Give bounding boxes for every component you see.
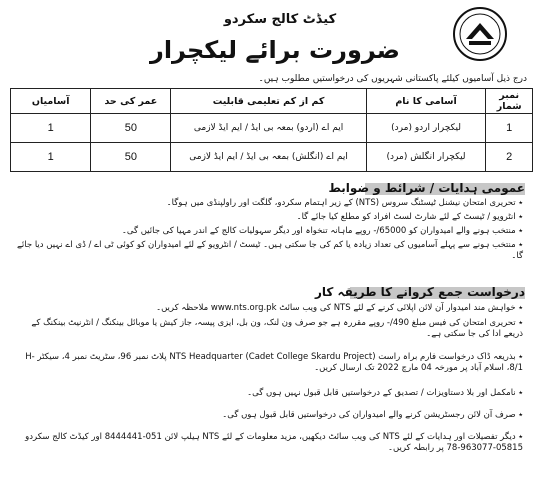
row-name: لیکچرار انگلش (مرد) xyxy=(366,143,486,172)
row-name: لیکچرار اردو (مرد) xyxy=(366,114,486,143)
general-line: ٭ منتخب ہونے والے امیدواران کو 65000/- روپے ماہانہ تنخواہ اور دیگر سہولیات کالج کے اندر مہیا کی جائیں گی۔ xyxy=(121,226,523,236)
cadet-college-crest-icon xyxy=(452,6,508,62)
header-qualification: کم از کم تعلیمی قابلیت xyxy=(171,89,366,114)
intro-text: درج ذیل آسامیوں کیلئے پاکستانی شہریوں کی درخواستیں مطلوب ہیں۔ xyxy=(258,74,527,84)
header-posts: آسامیاں xyxy=(11,89,91,114)
apply-line: ٭ خواہش مند امیدوار آن لائن اپلائی کرنے کے لئے NTS کی ویب سائٹ www.nts.org.pk ملاحظہ کریں۔ xyxy=(156,303,523,313)
row-sr: 1 xyxy=(486,114,533,143)
college-name: کیڈٹ کالج سکردو xyxy=(223,12,337,27)
table-row xyxy=(11,143,533,172)
general-line: ٭ تحریری امتحان نیشنل ٹیسٹنگ سروس (NTS) کے زیر اہتمام سکردو، گلگت اور راولپنڈی میں ہوگا۔ xyxy=(166,198,523,208)
general-line: ٭ انٹرویو / ٹیسٹ کے لئے شارٹ لسٹ افراد کو مطلع کیا جائے گا۔ xyxy=(296,212,523,222)
apply-heading: درخواست جمع کروانے کا طریقہ کار xyxy=(314,285,525,299)
header-sr: نمبر شمار xyxy=(486,89,533,114)
apply-line: ٭ نامکمل اور بلا دستاویزات / تصدیق کے درخواستیں قابل قبول نہیں ہوں گی۔ xyxy=(247,388,523,398)
header-age: عمر کی حد xyxy=(91,89,171,114)
header-name: آسامی کا نام xyxy=(366,89,486,114)
apply-line: ٭ بذریعہ ڈاک درخواست فارم براہ راست NTS Headquarter (Cadet College Skardu Project) پلاٹ نمبر 96، سٹریٹ نمبر 4، سیکٹر H-8/1، اسلام آباد پر مورخہ 04 مارچ 2022 تک ارسال کریں۔ xyxy=(25,352,523,373)
general-heading: عمومی ہدایات / شرائط و ضوابط xyxy=(328,181,525,195)
row-age: 50 xyxy=(91,114,171,143)
row-posts: 1 xyxy=(11,114,91,143)
table-row xyxy=(11,114,533,143)
apply-line: ٭ تحریری امتحان کی فیس مبلغ 490/- روپے مقررہ ہے جو صرف ون لنک، ون بل، ایزی پیسہ، جاز کیش یا موبائل بینکنگ / انٹرنیٹ بینکنگ کے ذریعے ادا کی جا سکتی ہے۔ xyxy=(31,318,523,339)
row-qualification: ایم اے (انگلش) بمعہ بی ایڈ / ایم ایڈ لازمی xyxy=(171,143,366,172)
row-qualification: ایم اے (اردو) بمعہ بی ایڈ / ایم ایڈ لازمی xyxy=(171,114,366,143)
row-posts: 1 xyxy=(11,143,91,172)
table-header-row xyxy=(11,89,533,114)
posts-table xyxy=(10,88,533,172)
general-line: ٭ منتخب ہونے سے پہلے آسامیوں کی تعداد زیادہ یا کم کی جا سکتی ہیں۔ ٹیسٹ / انٹرویو کے لئے امیدواران کو کوئی ٹی اے / ڈی اے نہیں دیا جائے گا۔ xyxy=(16,240,523,261)
row-age: 50 xyxy=(91,143,171,172)
row-sr: 2 xyxy=(486,143,533,172)
page-title: ضرورت برائے لیکچرار xyxy=(150,36,400,64)
apply-line: ٭ دیگر تفصیلات اور ہدایات کے لئے NTS کی ویب سائٹ دیکھیں، مزید معلومات کے لئے NTS ہیلپ لائن 051-8444441 اور کیڈٹ کالج سکردو 05815-963077-78 پر رابطہ کریں۔ xyxy=(25,432,523,453)
apply-line: ٭ صرف آن لائن رجسٹریشن کرنے والے امیدواران کی درخواستیں قابل قبول ہوں گی۔ xyxy=(222,410,523,420)
